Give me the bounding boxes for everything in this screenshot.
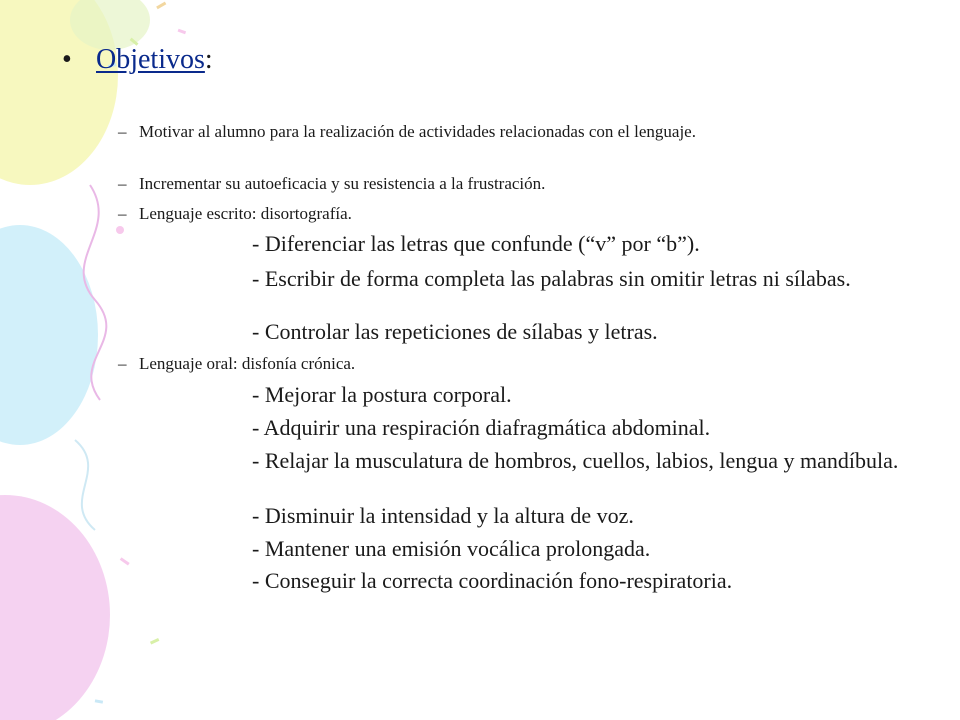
oral-goal: - Mantener una emisión vocálica prolongada.: [252, 536, 651, 561]
oral-goal: - Relajar la musculatura de hombros, cuellos, labios, lengua y mandíbula.: [252, 448, 899, 473]
objective-text: Lenguaje escrito: disortografía.: [139, 204, 352, 223]
written-goal: - Diferenciar las letras que confunde (“v” por “b”).: [252, 231, 700, 256]
bullet-icon: •: [62, 44, 72, 75]
title-colon: :: [204, 44, 213, 75]
written-goal: - Controlar las repeticiones de sílabas y letras.: [252, 319, 658, 344]
objective-item: [118, 122, 878, 141]
oral-goal: - Disminuir la intensidad y la altura de voz.: [252, 503, 634, 528]
dash-icon: –: [118, 122, 127, 141]
oral-heading: Lenguaje oral: disfonía crónica.: [139, 354, 356, 373]
objective-item: [118, 174, 878, 193]
dash-icon: –: [118, 354, 127, 373]
objective-text: Motivar al alumno para la realización de actividades relacionadas con el lenguaje.: [139, 122, 696, 141]
oral-goal: - Mejorar la postura corporal.: [252, 382, 512, 407]
oral-heading-item: [118, 354, 878, 373]
objective-item: [118, 204, 878, 223]
oral-goal: - Conseguir la correcta coordinación fono-respiratoria.: [252, 568, 733, 593]
slide-title-row: [62, 42, 213, 78]
written-goal: - Escribir de forma completa las palabras sin omitir letras ni sílabas.: [252, 266, 851, 291]
dash-icon: –: [118, 204, 127, 223]
oral-goal: - Adquirir una respiración diafragmática abdominal.: [252, 415, 711, 440]
objective-text: Incrementar su autoeficacia y su resistencia a la frustración.: [139, 174, 546, 193]
dash-icon: –: [118, 174, 127, 193]
slide-title: Objetivos: [96, 44, 205, 75]
